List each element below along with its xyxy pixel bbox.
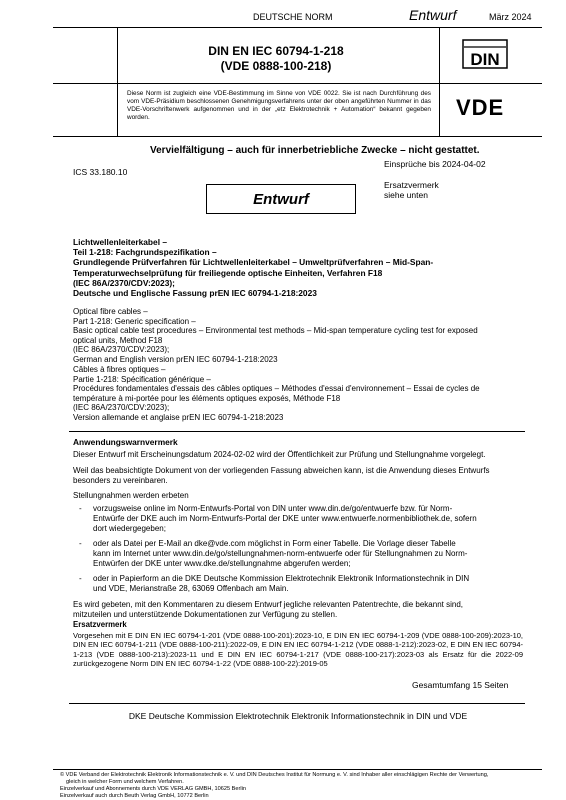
list-line: oder als Datei per E-Mail an dke@vde.com möglichst in Form einer Tabelle. Die Vorlage dieser Tabelle bbox=[93, 539, 456, 548]
document-number bbox=[125, 44, 427, 74]
list-item bbox=[73, 539, 523, 569]
document-number-vde: (VDE 0888-100-218) bbox=[220, 59, 332, 73]
title-line: Câbles à fibres optiques – bbox=[73, 365, 166, 374]
left-divider bbox=[117, 27, 118, 136]
norm-label: DEUTSCHE NORM bbox=[253, 12, 333, 22]
title-line: Part 1-218: Generic specification – bbox=[73, 316, 196, 326]
ics-code: ICS 33.180.10 bbox=[73, 167, 128, 177]
title-line: (IEC 86A/2370/CDV:2023); bbox=[73, 403, 170, 413]
warning-line: besonders zu vereinbaren. bbox=[73, 476, 168, 485]
title-english bbox=[73, 307, 523, 365]
list-dash: - bbox=[79, 574, 82, 583]
document-number-din: DIN EN IEC 60794-1-218 bbox=[208, 44, 344, 58]
warning-paragraph: Stellungnahmen werden erbeten bbox=[73, 491, 189, 500]
title-line: Basic optical cable test procedures – Environmental test methods – Mid-span temperature cycling test for exposed bbox=[73, 326, 478, 336]
list-line: Entwürfe der DKE auch im Norm-Entwurfs-Portal der DKE unter www.entwuerfe.normenbibliothek.de, sofern bbox=[93, 514, 477, 523]
title-line: Teil 1-218: Fachgrundspezifikation – bbox=[73, 247, 217, 258]
list-line: oder in Papierform an die DKE Deutsche Kommission Elektrotechnik Elektronik Informationstechnik in DIN bbox=[93, 574, 470, 583]
title-line: température à mi-portée pour les éléments optiques exposés, Méthode F18 bbox=[73, 393, 341, 403]
dke-rule bbox=[69, 703, 525, 704]
patent-paragraph bbox=[73, 600, 523, 620]
draft-box: Entwurf bbox=[206, 184, 356, 214]
total-pages: Gesamtumfang 15 Seiten bbox=[412, 680, 509, 690]
footer-line: Einzelverkauf auch durch Beuth Verlag GmbH, 10772 Berlin bbox=[60, 793, 209, 799]
replacement-note bbox=[384, 180, 439, 200]
top-rule bbox=[53, 27, 542, 28]
title-rule bbox=[53, 83, 542, 84]
title-french bbox=[73, 365, 523, 423]
footer-rule bbox=[53, 769, 542, 770]
title-line: Grundlegende Prüfverfahren für Lichtwellenleiterkabel – Umweltprüfverfahren – Mid-Span- bbox=[73, 257, 434, 268]
reproduction-notice: Vervielfältigung – auch für innerbetriebliche Zwecke – nicht gestattet. bbox=[150, 145, 480, 156]
title-line: Temperaturwechselprüfung für freiliegende optische Einheiten, Verfahren F18 bbox=[73, 267, 383, 278]
list-item bbox=[73, 504, 523, 534]
title-line: optical units, Method F18 bbox=[73, 335, 163, 345]
replacement-note-line: siehe unten bbox=[384, 190, 428, 200]
warning-rule bbox=[69, 431, 525, 432]
list-line: vorzugsweise online im Norm-Entwurfs-Portal von DIN unter www.din.de/go/entwuerfe bzw. für Norm- bbox=[93, 504, 453, 513]
title-line: (IEC 86A/2370/CDV:2023); bbox=[73, 345, 170, 355]
warning-line: Weil das beabsichtigte Dokument von der vorliegenden Fassung abweichen kann, ist die Anwendung dieses Entwurfs bbox=[73, 466, 490, 475]
list-item bbox=[73, 574, 523, 594]
title-line: Procédures fondamentales d'essais des câbles optiques – Méthodes d'essai d'environnement – Essai de cycles de bbox=[73, 384, 480, 394]
right-divider bbox=[439, 27, 440, 136]
issue-date: März 2024 bbox=[489, 12, 532, 22]
title-german bbox=[73, 237, 523, 298]
footer-line: © VDE Verband der Elektrotechnik Elektronik Informationstechnik e. V. und DIN Deutsches Institut für Normung e. V. sind Inhaber aller einschlägigen Rechte der Verwertung, bbox=[60, 772, 489, 778]
list-dash: - bbox=[79, 504, 82, 513]
footer bbox=[60, 772, 560, 800]
replacement-note-line: Ersatzvermerk bbox=[384, 180, 439, 190]
status-label: Entwurf bbox=[409, 7, 457, 23]
title-line: Version allemande et anglaise prEN IEC 60794-1-218:2023 bbox=[73, 412, 284, 422]
title-line: Lichtwellenleiterkabel – bbox=[73, 237, 168, 247]
title-line: (IEC 86A/2370/CDV:2023); bbox=[73, 277, 175, 288]
title-line: German and English version prEN IEC 60794-1-218:2023 bbox=[73, 354, 278, 364]
din-logo bbox=[462, 39, 508, 69]
replacement-heading: Ersatzvermerk bbox=[73, 620, 127, 629]
objection-deadline: Einsprüche bis 2024-04-02 bbox=[384, 159, 486, 169]
title-line: Partie 1-218: Spécification générique – bbox=[73, 374, 211, 384]
title-line: Deutsche und Englische Fassung prEN IEC 60794-1-218:2023 bbox=[73, 288, 317, 299]
list-line: und VDE, Merianstraße 28, 63069 Offenbach am Main. bbox=[93, 584, 289, 593]
list-dash: - bbox=[79, 539, 82, 548]
list-line: kann im Internet unter www.din.de/go/stellungnahmen-norm-entwuerfe oder für Stellungnahmen zu Norm- bbox=[93, 549, 468, 558]
vde-logo: VDE bbox=[456, 95, 505, 120]
dke-line: DKE Deutsche Kommission Elektrotechnik Elektronik Informationstechnik in DIN und VDE bbox=[128, 711, 468, 721]
list-line: dort wiedergegeben; bbox=[93, 524, 166, 533]
patent-line: mitzuteilen und unterstützende Dokumentationen zur Verfügung zu stellen. bbox=[73, 610, 338, 619]
vde-intro-text: Diese Norm ist zugleich eine VDE-Bestimmung im Sinne von VDE 0022. Sie ist nach Durchführung des vom VDE-Präsidium beschlossenen Genehmigungsverfahrens unter der oben angeführten Nummer in das VDE-Vorschriftenwerk aufgenommen und in der „etz Elektrotechnik + Automation“ bekannt gegeben worden. bbox=[127, 90, 431, 121]
din-logo-text: DIN bbox=[470, 50, 500, 69]
list-line: Entwürfen der DKE unter www.dke.de/stellungnahme abgerufen werden; bbox=[93, 559, 351, 568]
replacement-text: Vorgesehen mit E DIN EN IEC 60794-1-201 (VDE 0888-100-201):2023-10, E DIN EN IEC 60794-1-209 (VDE 0888-100-209):2023-10, DIN EN IEC 60794-1-211 (VDE 0888-100-211):2022-09, E DIN EN IEC 60794-1-212 (VDE 0888-1-212):2023-02, E DIN EN IEC 60794-1-213 (VDE 0888-100-213):2023-11 und E DIN EN IEC 60794-1-217 (VDE 0888-100-217):2023-03 als Ersatz für die 2022-09 zurückgezogene Norm DIN EN IEC 60794-1-22 (VDE 0888-100-22):2019-05 bbox=[73, 631, 523, 669]
warning-heading: Anwendungswarnvermerk bbox=[73, 437, 178, 447]
warning-paragraph bbox=[73, 466, 523, 486]
footer-line: Einzelverkauf und Abonnements durch VDE VERLAG GMBH, 10625 Berlin bbox=[60, 786, 246, 792]
patent-line: Es wird gebeten, mit den Kommentaren zu diesem Entwurf jegliche relevanten Patentrechte, die bekannt sind, bbox=[73, 600, 463, 609]
footer-line: gleich in welcher Form und welchem Verfahren. bbox=[66, 779, 184, 785]
title-line: Optical fibre cables – bbox=[73, 307, 148, 316]
warning-paragraph: Dieser Entwurf mit Erscheinungsdatum 2024-02-02 wird der Öffentlichkeit zur Prüfung und Stellungnahme vorgelegt. bbox=[73, 450, 486, 459]
intro-rule bbox=[53, 136, 542, 137]
